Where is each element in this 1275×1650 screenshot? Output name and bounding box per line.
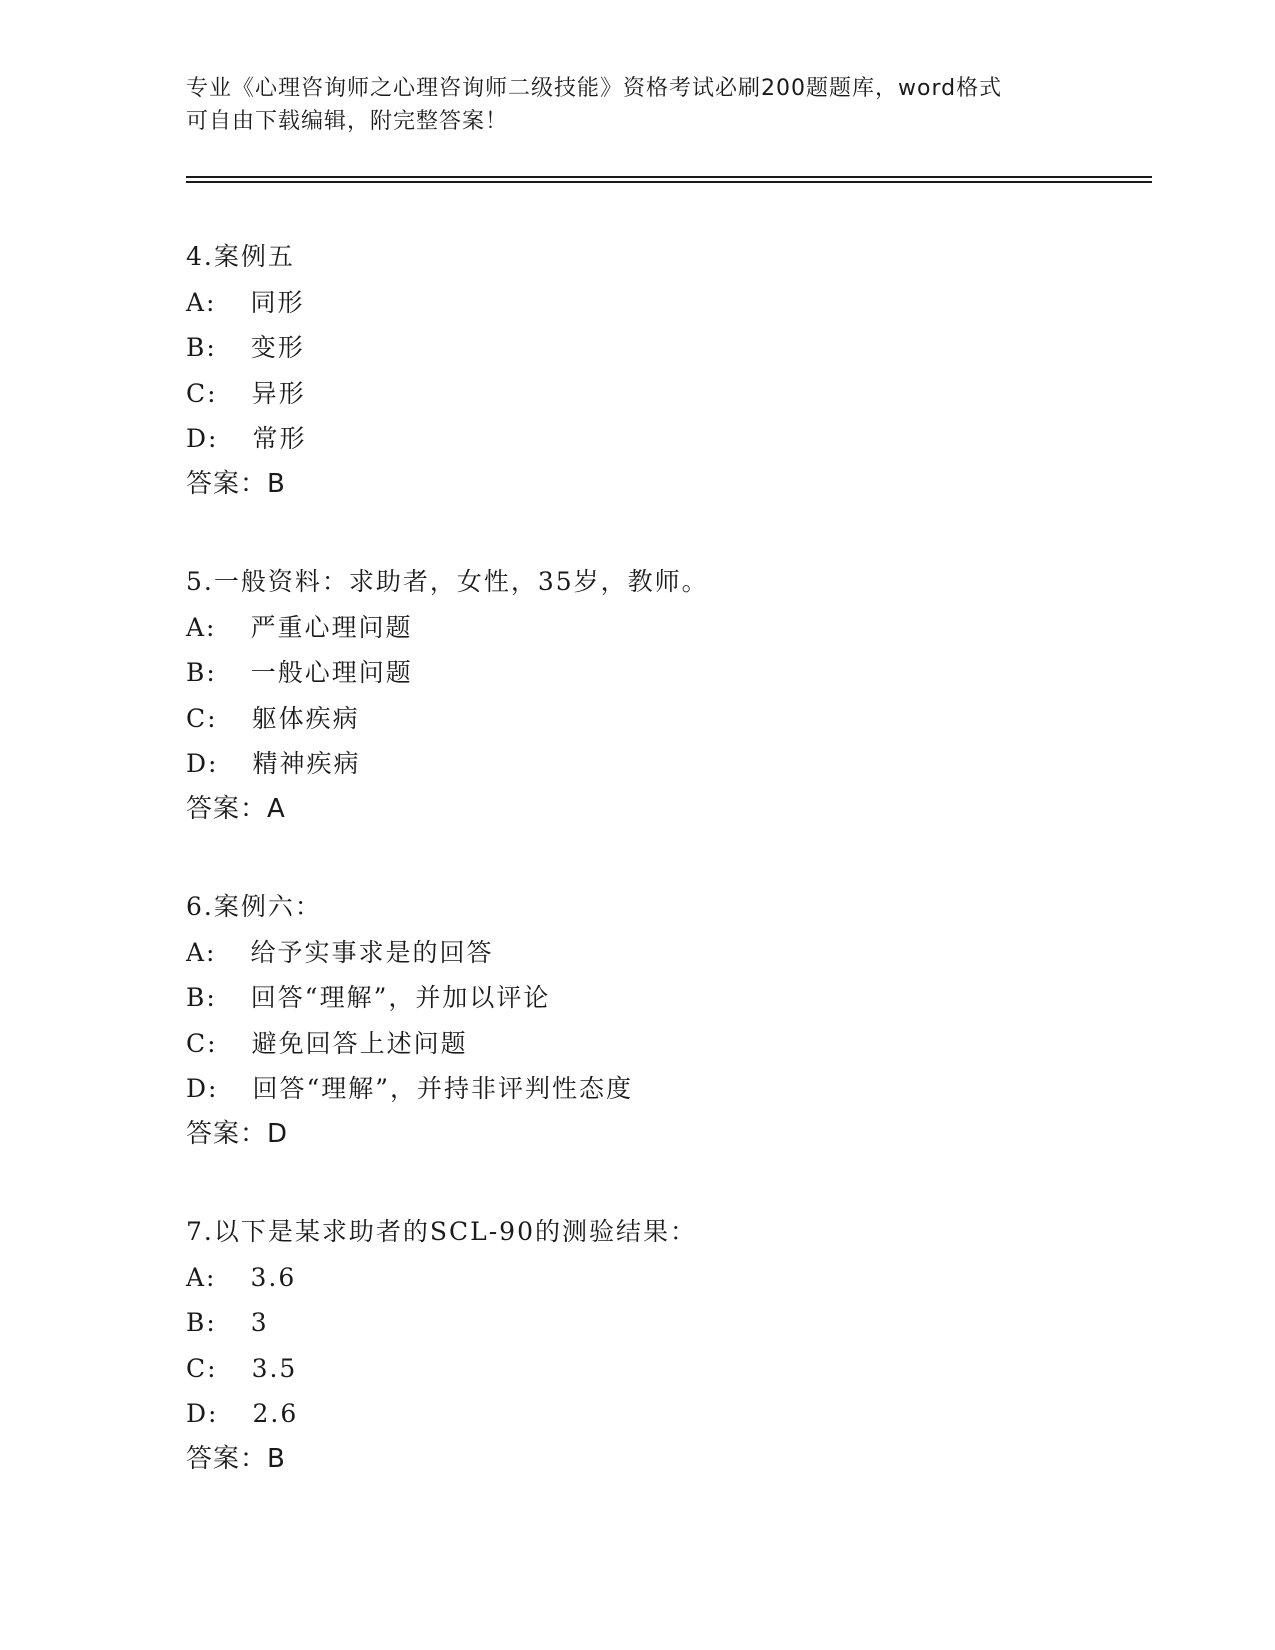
option-text: 2.6 [252,1399,299,1428]
document-header [186,72,1066,138]
option-b [186,650,1146,696]
option-text: 一般心理问题 [250,658,413,687]
option-a [186,280,1146,326]
option-text: 3 [250,1308,269,1337]
question-stem: 7.以下是某求助者的SCL-90的测验结果： [186,1217,697,1246]
option-text: 常形 [252,424,307,453]
header-line-1: 专业《心理咨询师之心理咨询师二级技能》资格考试必刷200题题库，word格式 [186,76,1003,101]
option-letter: A: [186,937,217,967]
option-b [186,1300,1146,1346]
option-a [186,930,1146,976]
option-text: 变形 [250,333,305,362]
option-letter: D: [186,1074,219,1103]
header-rule-bottom [186,181,1152,183]
question-5 [186,559,1146,832]
option-letter: A: [186,287,217,317]
option-d [186,416,1146,462]
option-a [186,1255,1146,1301]
question-6 [186,884,1146,1157]
question-list [186,234,1146,1534]
answer-line: 答案：B [186,468,286,499]
option-letter: C: [186,703,218,733]
option-text: 3.6 [250,1262,297,1292]
option-letter: D: [186,424,219,453]
question-stem: 6.案例六： [186,892,322,921]
option-text: 给予实事求是的回答 [250,937,494,967]
option-c [186,696,1146,742]
option-c [186,371,1146,417]
option-letter: D: [186,1399,219,1428]
option-c [186,1021,1146,1067]
option-letter: D: [186,749,219,778]
header-line-2: 可自由下载编辑，附完整答案！ [186,109,509,134]
option-letter: B: [186,333,217,362]
option-letter: C: [186,1028,218,1058]
option-letter: B: [186,983,217,1012]
option-d [186,1066,1146,1112]
question-7 [186,1209,1146,1482]
option-text: 同形 [250,287,305,317]
question-stem: 5.一般资料：求助者，女性，35岁，教师。 [186,567,709,596]
header-rule-top [186,176,1152,178]
option-b [186,325,1146,371]
option-letter: C: [186,378,218,408]
question-stem: 4.案例五 [186,242,295,271]
option-text: 躯体疾病 [251,703,360,733]
option-letter: A: [186,1262,217,1292]
answer-line: 答案：B [186,1443,286,1474]
option-letter: B: [186,658,217,687]
option-text: 异形 [251,378,306,408]
option-a [186,605,1146,651]
option-text: 3.5 [251,1353,298,1383]
option-text: 回答“理解”，并持非评判性态度 [252,1074,634,1103]
option-text: 回答“理解”，并加以评论 [250,983,551,1012]
option-d [186,741,1146,787]
option-letter: C: [186,1353,218,1383]
answer-line: 答案：A [186,793,286,824]
option-text: 避免回答上述问题 [251,1028,468,1058]
answer-line: 答案：D [186,1118,289,1149]
option-letter: A: [186,612,217,642]
question-4 [186,234,1146,507]
option-letter: B: [186,1308,217,1337]
option-text: 精神疾病 [252,749,361,778]
option-text: 严重心理问题 [250,612,413,642]
option-c [186,1346,1146,1392]
option-b [186,975,1146,1021]
option-d [186,1391,1146,1437]
